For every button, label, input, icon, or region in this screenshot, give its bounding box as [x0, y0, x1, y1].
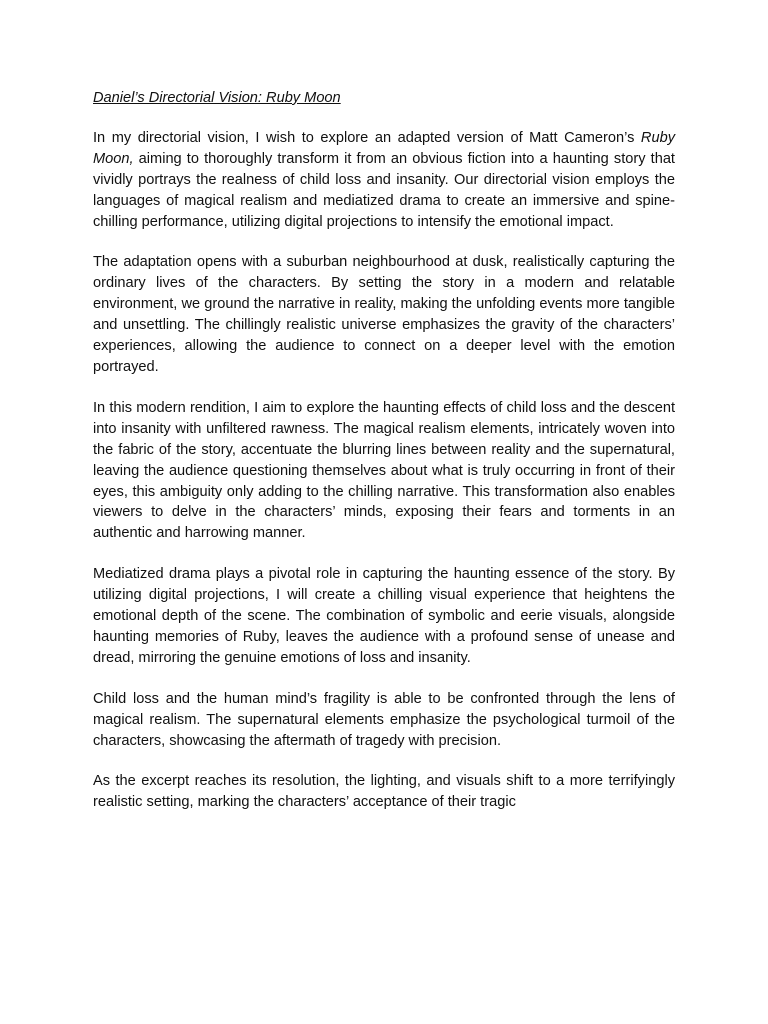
paragraph-resolution: As the excerpt reaches its resolution, the lighting, and visuals shift to a more terrifyingly realistic setting, marking the characters’ acceptance of their tragic — [93, 773, 675, 811]
document-page — [93, 88, 675, 833]
document-title: Daniel’s Directorial Vision: Ruby Moon — [93, 90, 341, 106]
paragraph-rendition: In this modern rendition, I aim to explore the haunting effects of child loss and the descent into insanity with unfiltered rawness. The magical realism elements, intricately woven into the fabric of the story, accentuate the blurring lines between reality and the supernatural, leaving the audience questioning themselves about what is truly occurring in front of their eyes, this ambiguity only adding to the chilling narrative. This transformation also enables viewers to delve in the characters’ minds, exposing their fears and torments in an authentic and harrowing manner. — [93, 399, 675, 542]
paragraph-mediatized-drama: Mediatized drama plays a pivotal role in capturing the haunting essence of the story. By utilizing digital projections, I will create a chilling visual experience that heightens the emotional depth of the scene. The combination of symbolic and eerie visuals, alongside haunting memories of Ruby, leaves the audience with a profound sense of unease and dread, mirroring the genuine emotions of loss and insanity. — [93, 566, 675, 666]
intro-paragraph — [93, 128, 675, 233]
play-title-italic: Ruby Moon, — [93, 129, 675, 167]
intro-text-before: In my directorial vision, I wish to explore an adapted version of Matt Cameron’s — [93, 129, 641, 146]
paragraph-child-loss: Child loss and the human mind’s fragility is able to be confronted through the lens of magical realism. The supernatural elements emphasize the psychological turmoil of the characters, showcasing the aftermath of tragedy with precision. — [93, 690, 675, 749]
paragraph-setting: The adaptation opens with a suburban neighbourhood at dusk, realistically capturing the ordinary lives of the characters. By setting the story in a modern and relatable environment, we ground the narrative in reality, making the unfolding events more tangible and unsettling. The chillingly realistic universe emphasizes the gravity of the characters’ experiences, allowing the audience to connect on a deeper level with the emotion portrayed. — [93, 254, 675, 375]
intro-text-after: aiming to thoroughly transform it from an obvious fiction into a haunting story that vividly portrays the realness of child loss and insanity. Our directorial vision employs the languages of magical realism and mediatized drama to create an immersive and spine-chilling performance, utilizing digital projections to intensify the emotional impact. — [93, 150, 675, 230]
